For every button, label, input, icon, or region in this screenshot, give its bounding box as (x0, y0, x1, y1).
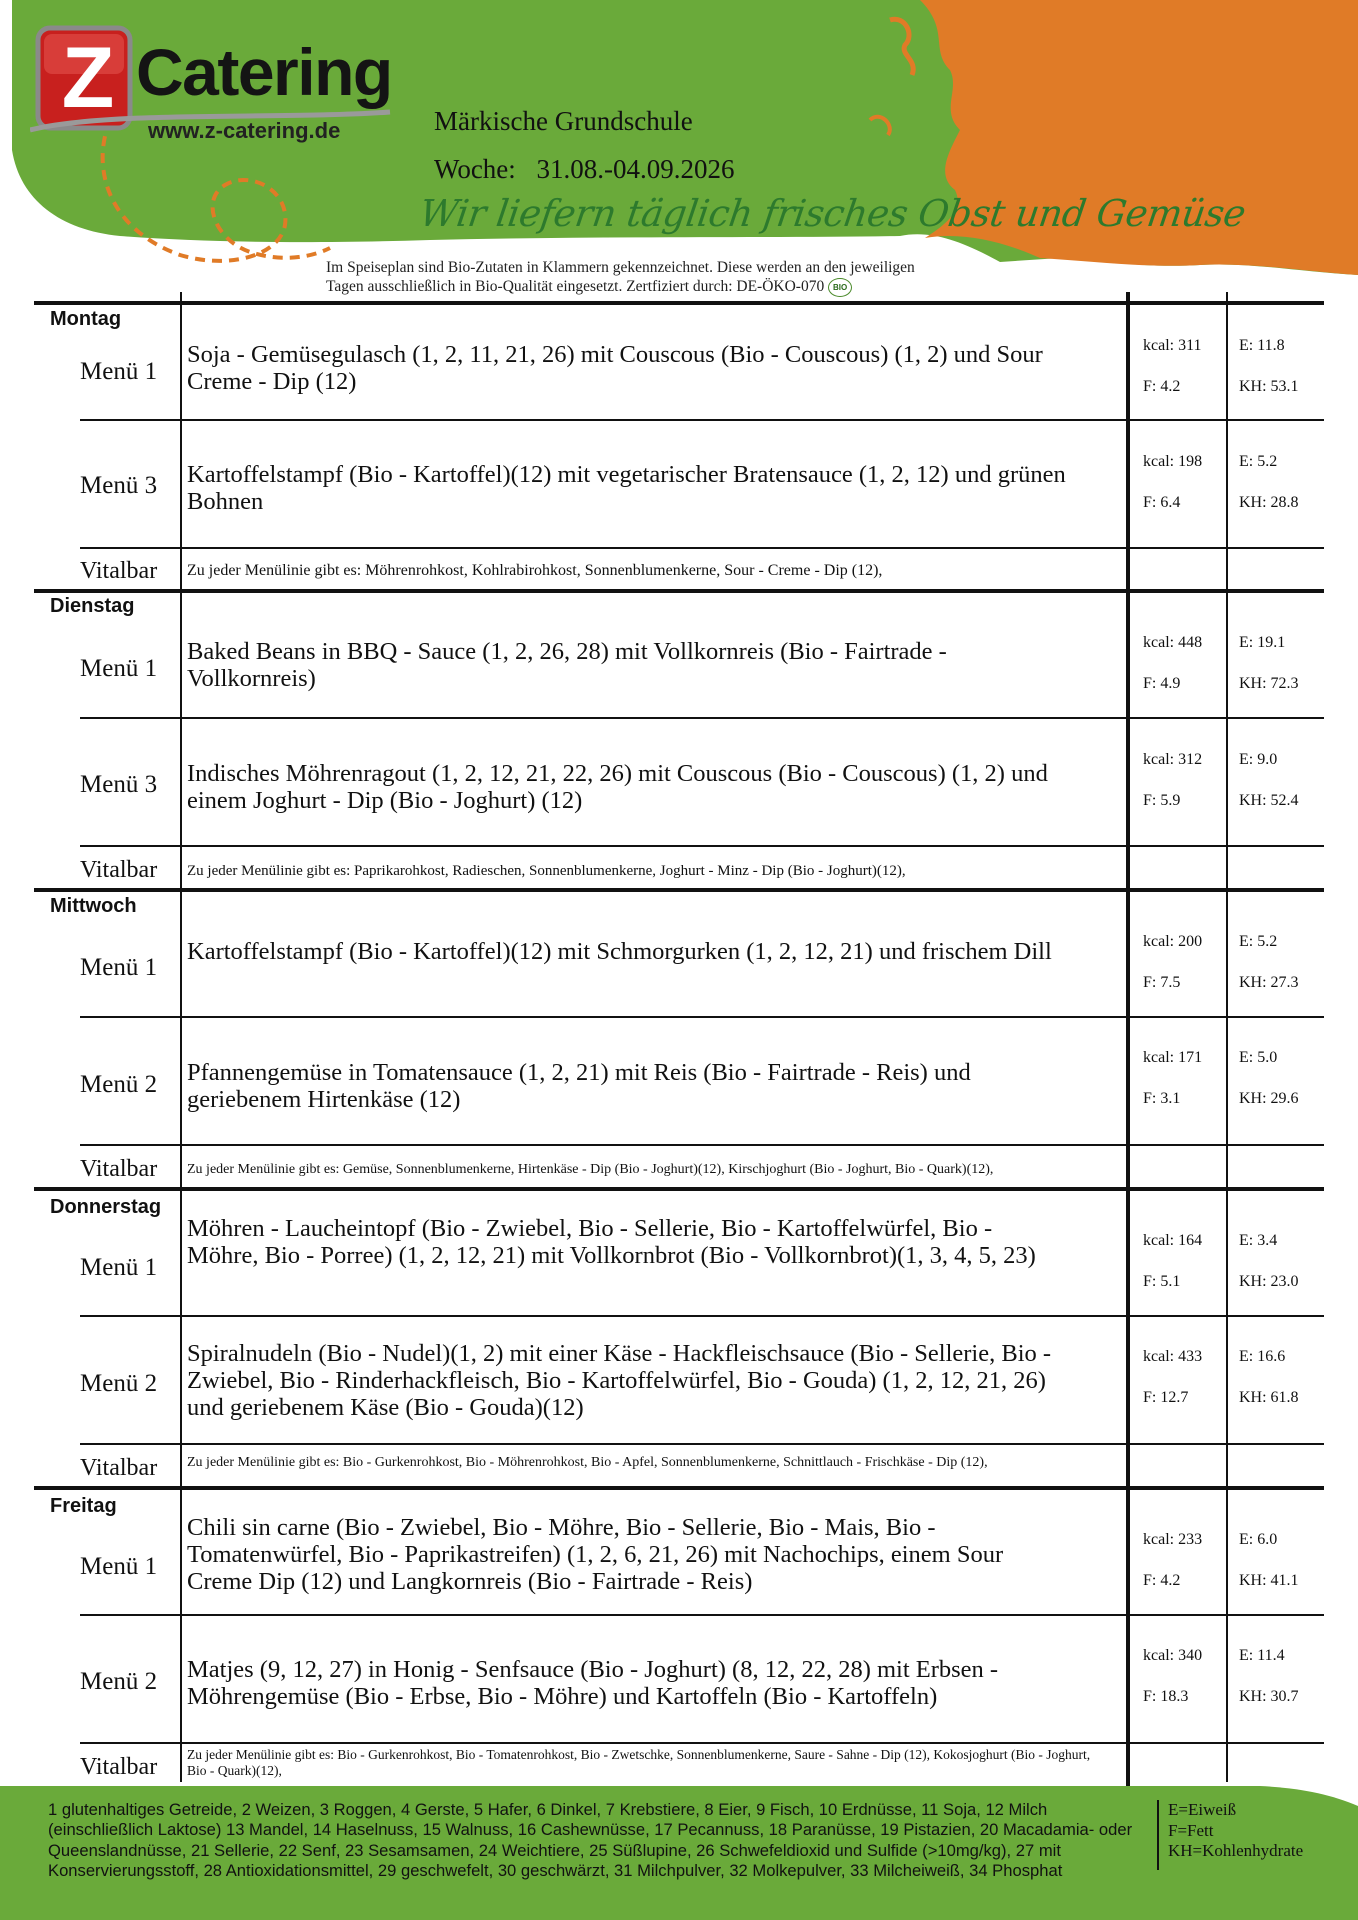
row-separator (80, 845, 1324, 847)
carbs-value: KH: 41.1 (1239, 1572, 1299, 1589)
day-separator (34, 1187, 1324, 1191)
carbs-value: KH: 52.4 (1239, 792, 1299, 809)
carbs-value: KH: 72.3 (1239, 675, 1299, 692)
website-link[interactable]: www.z-catering.de (148, 118, 341, 143)
protein-value: E: 11.8 (1239, 337, 1285, 354)
legend-protein: E=Eiweiß (1168, 1800, 1237, 1819)
kcal-value: kcal: 198 (1143, 453, 1203, 470)
fat-value: F: 12.7 (1143, 1389, 1189, 1406)
fat-value: F: 18.3 (1143, 1688, 1189, 1705)
vitalbar-text: Zu jeder Menülinie gibt es: Bio - Gurkenrohkost, Bio - Möhrenrohkost, Bio - Apfel, Sonnenblumenkerne, Schnittlauch - Frischkäse - Dip (12), (187, 1455, 988, 1470)
vitalbar-label: Vitalbar (80, 558, 158, 584)
menu-label: Menü 1 (80, 655, 158, 682)
menu-label: Menü 2 (80, 1071, 158, 1098)
day-name: Mittwoch (50, 895, 137, 917)
menu-label: Menü 3 (80, 472, 158, 499)
bio-note (326, 258, 1006, 297)
kcal-value: kcal: 448 (1143, 634, 1203, 651)
menu-label: Menü 1 (80, 1553, 158, 1580)
header-banner (0, 0, 1358, 300)
fat-value: F: 4.2 (1143, 378, 1181, 395)
allergen-list: 1 glutenhaltiges Getreide, 2 Weizen, 3 Roggen, 4 Gerste, 5 Hafer, 6 Dinkel, 7 Krebstiere, 8 Eier, 9 Fisch, 10 Erdnüsse, 11 Soja, 12 Milch (einschließlich Laktose) 13 Mandel, 14 Haselnuss, 15 Walnuss, 16 Cashewnüsse, 17 Pecannuss, 18 Paranüsse, 19 Pistazien, 20 Macadamia- oder Queenslandnüsse, 21 Sellerie, 22 Senf, 23 Sesamsamen, 24 Weichtiere, 25 Süßlupine, 26 Schwefeldioxid und Sulfide (>10mg/kg), 27 mit Konservierungsstoff, 28 Antioxidationsmittel, 29 geschwefelt, 30 geschwärzt, 31 Milchpulver, 32 Molkepulver, 33 Milcheiweiß, 34 Phosphat (48, 1800, 1133, 1881)
menu-label: Menü 2 (80, 1668, 158, 1695)
col-divider-dish (1126, 292, 1130, 1787)
row-separator (80, 1742, 1324, 1744)
bio-note-line-1: Im Speiseplan sind Bio-Zutaten in Klammern gekennzeichnet. Diese werden an den jeweiligen (326, 259, 915, 276)
fat-value: F: 3.1 (1143, 1090, 1181, 1107)
day-name: Montag (50, 308, 122, 330)
day-name: Dienstag (50, 595, 135, 617)
col-divider-label (180, 292, 182, 1782)
carbs-value: KH: 27.3 (1239, 974, 1299, 991)
week-range: 31.08.-04.09.2026 (536, 154, 735, 184)
carbs-value: KH: 53.1 (1239, 378, 1299, 395)
vitalbar-label: Vitalbar (80, 857, 158, 883)
fat-value: F: 6.4 (1143, 494, 1181, 511)
kcal-value: kcal: 340 (1143, 1647, 1203, 1664)
kcal-value: kcal: 171 (1143, 1049, 1203, 1066)
row-separator (80, 547, 1324, 549)
row-separator (80, 1614, 1324, 1616)
slogan: Wir liefern täglich frisches Obst und Gemüse (416, 192, 1249, 235)
protein-value: E: 6.0 (1239, 1531, 1278, 1548)
dish-text: Matjes (9, 12, 27) in Honig - Senfsauce (Bio - Joghurt) (8, 12, 22, 28) mit Erbsen - Möhrengemüse (Bio - Erbse, Bio - Möhre) und Kartoffeln (Bio - Kartoffeln) (187, 1656, 999, 1710)
menu-label: Menü 2 (80, 1370, 158, 1397)
logo-letter: Z (61, 30, 115, 126)
school-name: Märkische Grundschule (434, 106, 693, 136)
fat-value: F: 5.1 (1143, 1273, 1181, 1290)
vitalbar-text: Zu jeder Menülinie gibt es: Paprikarohkost, Radieschen, Sonnenblumenkerne, Joghurt - Minz - Dip (Bio - Joghurt)(12), (187, 863, 906, 879)
protein-value: E: 19.1 (1239, 634, 1286, 651)
row-separator (80, 1016, 1324, 1018)
protein-value: E: 3.4 (1239, 1232, 1278, 1249)
row-separator (80, 1315, 1324, 1317)
dish-text: Kartoffelstampf (Bio - Kartoffel)(12) mit Schmorgurken (1, 2, 12, 21) und frischem Dill (187, 938, 1052, 965)
fat-value: F: 5.9 (1143, 792, 1181, 809)
fat-value: F: 4.9 (1143, 675, 1181, 692)
kcal-value: kcal: 433 (1143, 1348, 1203, 1365)
dish-text: Möhren - Laucheintopf (Bio - Zwiebel, Bio - Sellerie, Bio - Kartoffelwürfel, Bio - Möhre, Bio - Porree) (1, 2, 12, 21) mit Vollkornbrot (Bio - Vollkornbrot)(1, 3, 4, 5, 23) (187, 1215, 1036, 1269)
kcal-value: kcal: 164 (1143, 1232, 1203, 1249)
kcal-value: kcal: 200 (1143, 933, 1203, 950)
protein-value: E: 9.0 (1239, 751, 1278, 768)
protein-value: E: 5.0 (1239, 1049, 1278, 1066)
kcal-value: kcal: 311 (1143, 337, 1202, 354)
day-name: Donnerstag (50, 1196, 162, 1218)
row-separator (80, 419, 1324, 421)
dish-text: Chili sin carne (Bio - Zwiebel, Bio - Möhre, Bio - Sellerie, Bio - Mais, Bio - Tomatenwürfel, Bio - Paprikastreifen) (1, 2, 6, 21, 26) mit Nachochips, einem Sour Creme Dip (12) und Langkornreis (Bio - Fairtrade - Reis) (187, 1514, 1004, 1595)
legend-fat: F=Fett (1168, 1820, 1214, 1840)
footer-divider (1157, 1800, 1159, 1870)
protein-value: E: 5.2 (1239, 453, 1278, 470)
col-divider-nutrition (1226, 292, 1228, 1782)
bio-badge-icon: BIO (828, 278, 852, 297)
menu-label: Menü 3 (80, 771, 158, 798)
vitalbar-label: Vitalbar (80, 1455, 158, 1481)
dish-text: Baked Beans in BBQ - Sauce (1, 2, 26, 28) mit Vollkornreis (Bio - Fairtrade - Vollkornreis) (187, 638, 947, 692)
carbs-value: KH: 23.0 (1239, 1273, 1299, 1290)
menu-label: Menü 1 (80, 358, 158, 385)
kcal-value: kcal: 233 (1143, 1531, 1203, 1548)
protein-value: E: 5.2 (1239, 933, 1278, 950)
vitalbar-label: Vitalbar (80, 1156, 158, 1182)
vitalbar-text: Zu jeder Menülinie gibt es: Möhrenrohkost, Kohlrabirohkost, Sonnenblumenkerne, Sour - Creme - Dip (12), (187, 562, 883, 579)
day-name: Freitag (50, 1495, 117, 1517)
carbs-value: KH: 29.6 (1239, 1090, 1299, 1107)
day-separator (34, 301, 1324, 305)
vitalbar-label: Vitalbar (80, 1754, 158, 1780)
kcal-value: kcal: 312 (1143, 751, 1203, 768)
vitalbar-text: Zu jeder Menülinie gibt es: Gemüse, Sonnenblumenkerne, Hirtenkäse - Dip (Bio - Joghurt)(12), Kirschjoghurt (Bio - Joghurt, Bio - Quark)(12), (187, 1162, 994, 1177)
carbs-value: KH: 30.7 (1239, 1688, 1299, 1705)
dish-text: Pfannengemüse in Tomatensauce (1, 2, 21) mit Reis (Bio - Fairtrade - Reis) und geriebenem Hirtenkäse (12) (187, 1059, 971, 1113)
fat-value: F: 7.5 (1143, 974, 1181, 991)
dish-text: Spiralnudeln (Bio - Nudel)(1, 2) mit einer Käse - Hackfleischsauce (Bio - Sellerie, Bio - Zwiebel, Bio - Rinderhackfleisch, Bio - Kartoffelwürfel, Bio - Gouda) (1, 2, 12, 21, 26) und geriebenem Käse (Bio - Gouda)(12) (187, 1340, 1052, 1421)
menu-label: Menü 1 (80, 1254, 158, 1281)
row-separator (80, 1144, 1324, 1146)
row-separator (80, 1443, 1324, 1445)
nutrition-legend (1168, 1800, 1303, 1862)
protein-value: E: 11.4 (1239, 1647, 1285, 1664)
logo-brand: Catering (136, 35, 392, 109)
fat-value: F: 4.2 (1143, 1572, 1181, 1589)
protein-value: E: 16.6 (1239, 1348, 1286, 1365)
dish-text: Soja - Gemüsegulasch (1, 2, 11, 21, 26) mit Couscous (Bio - Couscous) (1, 2) und Sour Creme - Dip (12) (187, 341, 1043, 395)
week-label: Woche: (434, 154, 516, 184)
day-separator (34, 589, 1324, 593)
week-info (434, 154, 735, 185)
menu-label: Menü 1 (80, 954, 158, 981)
vitalbar-text: Zu jeder Menülinie gibt es: Bio - Gurkenrohkost, Bio - Tomatenrohkost, Bio - Zwetschke, Sonnenblumenkerne, Saure - Sahne - Dip (12), Kokosjoghurt (Bio - Joghurt, Bio - Quark)(12), (187, 1747, 1091, 1778)
day-separator (34, 1486, 1324, 1490)
legend-carbs: KH=Kohlenhydrate (1168, 1841, 1304, 1860)
carbs-value: KH: 28.8 (1239, 494, 1299, 511)
day-separator (34, 888, 1324, 892)
bio-note-line-2: Tagen ausschließlich in Bio-Qualität eingesetzt. Zertfiziert durch: DE-ÖKO-070 BIO (326, 277, 1006, 297)
row-separator (80, 717, 1324, 719)
dish-text: Kartoffelstampf (Bio - Kartoffel)(12) mit vegetarischer Bratensauce (1, 2, 12) und grünen Bohnen (187, 461, 1066, 515)
carbs-value: KH: 61.8 (1239, 1389, 1299, 1406)
dish-text: Indisches Möhrenragout (1, 2, 12, 21, 22, 26) mit Couscous (Bio - Couscous) (1, 2) und einem Joghurt - Dip (Bio - Joghurt) (12) (187, 760, 1048, 814)
